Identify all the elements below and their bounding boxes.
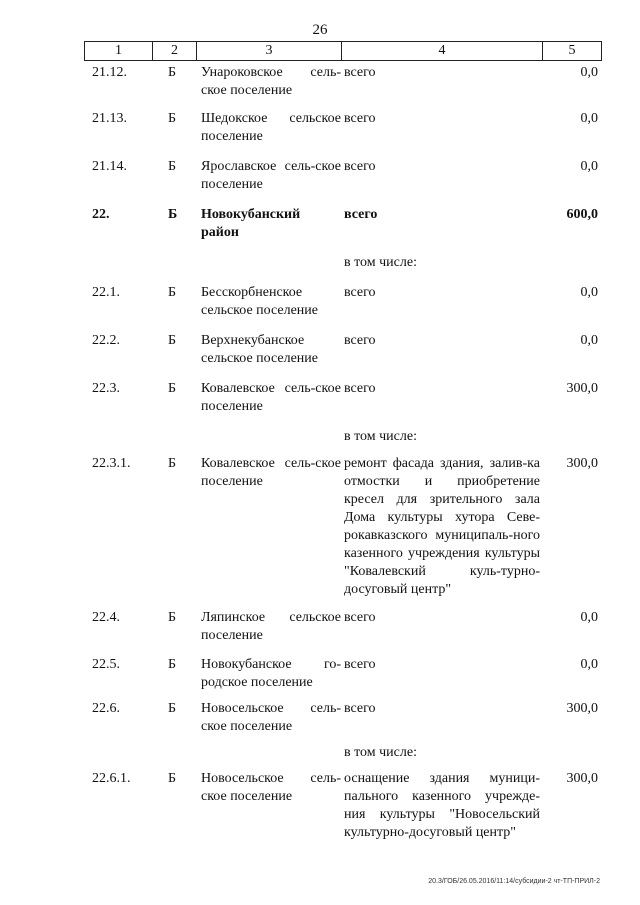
row-name: Унароковское сель-ское поселение (201, 65, 341, 98)
row-type: Б (168, 159, 177, 174)
row-type: Б (168, 285, 177, 300)
header-col-1: 1 (85, 42, 153, 60)
row-type: Б (168, 381, 177, 396)
row-number: 22.6. (92, 701, 120, 716)
row-number: 22.1. (92, 285, 120, 300)
row-value: 600,0 (566, 207, 598, 222)
row-type: Б (168, 657, 177, 672)
row-value: 0,0 (580, 111, 598, 126)
row-desc: всего (344, 657, 376, 672)
row-name: Бесскорбненское сельское поселение (201, 285, 318, 318)
row-name: Ярославское сель-ское поселение (201, 159, 341, 192)
subtotal-label: в том числе: (344, 429, 417, 444)
row-number: 22.3.1. (92, 456, 131, 471)
row-number: 21.12. (92, 65, 127, 80)
row-name: Шедокское сельское поселение (201, 111, 341, 144)
row-value: 300,0 (566, 771, 598, 786)
header-col-4: 4 (342, 42, 543, 60)
row-value: 0,0 (580, 333, 598, 348)
row-name: Новокубанский район (201, 207, 301, 240)
row-type: Б (168, 701, 177, 716)
row-name: Ковалевское сель-ское поселение (201, 456, 341, 489)
row-number: 22.2. (92, 333, 120, 348)
subtotal-label: в том числе: (344, 255, 417, 270)
row-desc: всего (344, 610, 376, 625)
row-name: Верхнекубанское сельское поселение (201, 333, 318, 366)
row-type: Б (168, 65, 177, 80)
row-name: Ковалевское сель-ское поселение (201, 381, 341, 414)
table-header (84, 41, 602, 61)
row-desc: всего (344, 65, 376, 80)
row-name: Новосельское сель-ское поселение (201, 771, 341, 804)
row-value: 300,0 (566, 381, 598, 396)
row-type: Б (168, 111, 177, 126)
header-col-3: 3 (197, 42, 342, 60)
row-number: 22.6.1. (92, 771, 131, 786)
row-type: Б (168, 610, 177, 625)
row-desc: всего (344, 333, 376, 348)
row-desc: ремонт фасада здания, залив-ка отмостки и приобретение кресел для зрительного зала Дома культуры хутора Севе-рокавказского муниципаль-ного казенного учреждения культуры "Ковалевский куль-турно-досуговый центр" (344, 456, 540, 597)
row-type: Б (168, 771, 177, 786)
row-number: 21.14. (92, 159, 127, 174)
row-desc: всего (344, 285, 376, 300)
row-number: 22.3. (92, 381, 120, 396)
subtotal-label: в том числе: (344, 745, 417, 760)
row-name: Новосельское сель-ское поселение (201, 701, 341, 734)
row-name: Ляпинское сельское поселение (201, 610, 341, 643)
row-type: Б (168, 207, 178, 222)
row-desc: всего (344, 207, 378, 222)
row-desc: всего (344, 159, 376, 174)
row-value: 300,0 (566, 456, 598, 471)
row-value: 0,0 (580, 610, 598, 625)
row-number: 22.4. (92, 610, 120, 625)
row-number: 21.13. (92, 111, 127, 126)
header-col-5: 5 (568, 43, 576, 58)
row-desc: оснащение здания муници-пального казенного учрежде-ния культуры "Новосельский культурно-досуговый центр" (344, 771, 540, 840)
row-desc: всего (344, 701, 376, 716)
row-desc: всего (344, 381, 376, 396)
header-col-2: 2 (153, 42, 197, 60)
row-value: 300,0 (566, 701, 598, 716)
row-desc: всего (344, 111, 376, 126)
row-value: 0,0 (580, 285, 598, 300)
row-type: Б (168, 456, 177, 471)
page-number: 26 (312, 22, 328, 38)
row-type: Б (168, 333, 177, 348)
row-value: 0,0 (580, 65, 598, 80)
row-value: 0,0 (580, 159, 598, 174)
row-name: Новокубанское го-родское поселение (201, 657, 341, 690)
footer-document-code: 20.3/ГОБ/26.05.2016/11:14/субсидии-2 чт-ТП-ПРИЛ-2 (428, 878, 600, 885)
row-value: 0,0 (580, 657, 598, 672)
row-number: 22. (92, 207, 110, 222)
row-number: 22.5. (92, 657, 120, 672)
